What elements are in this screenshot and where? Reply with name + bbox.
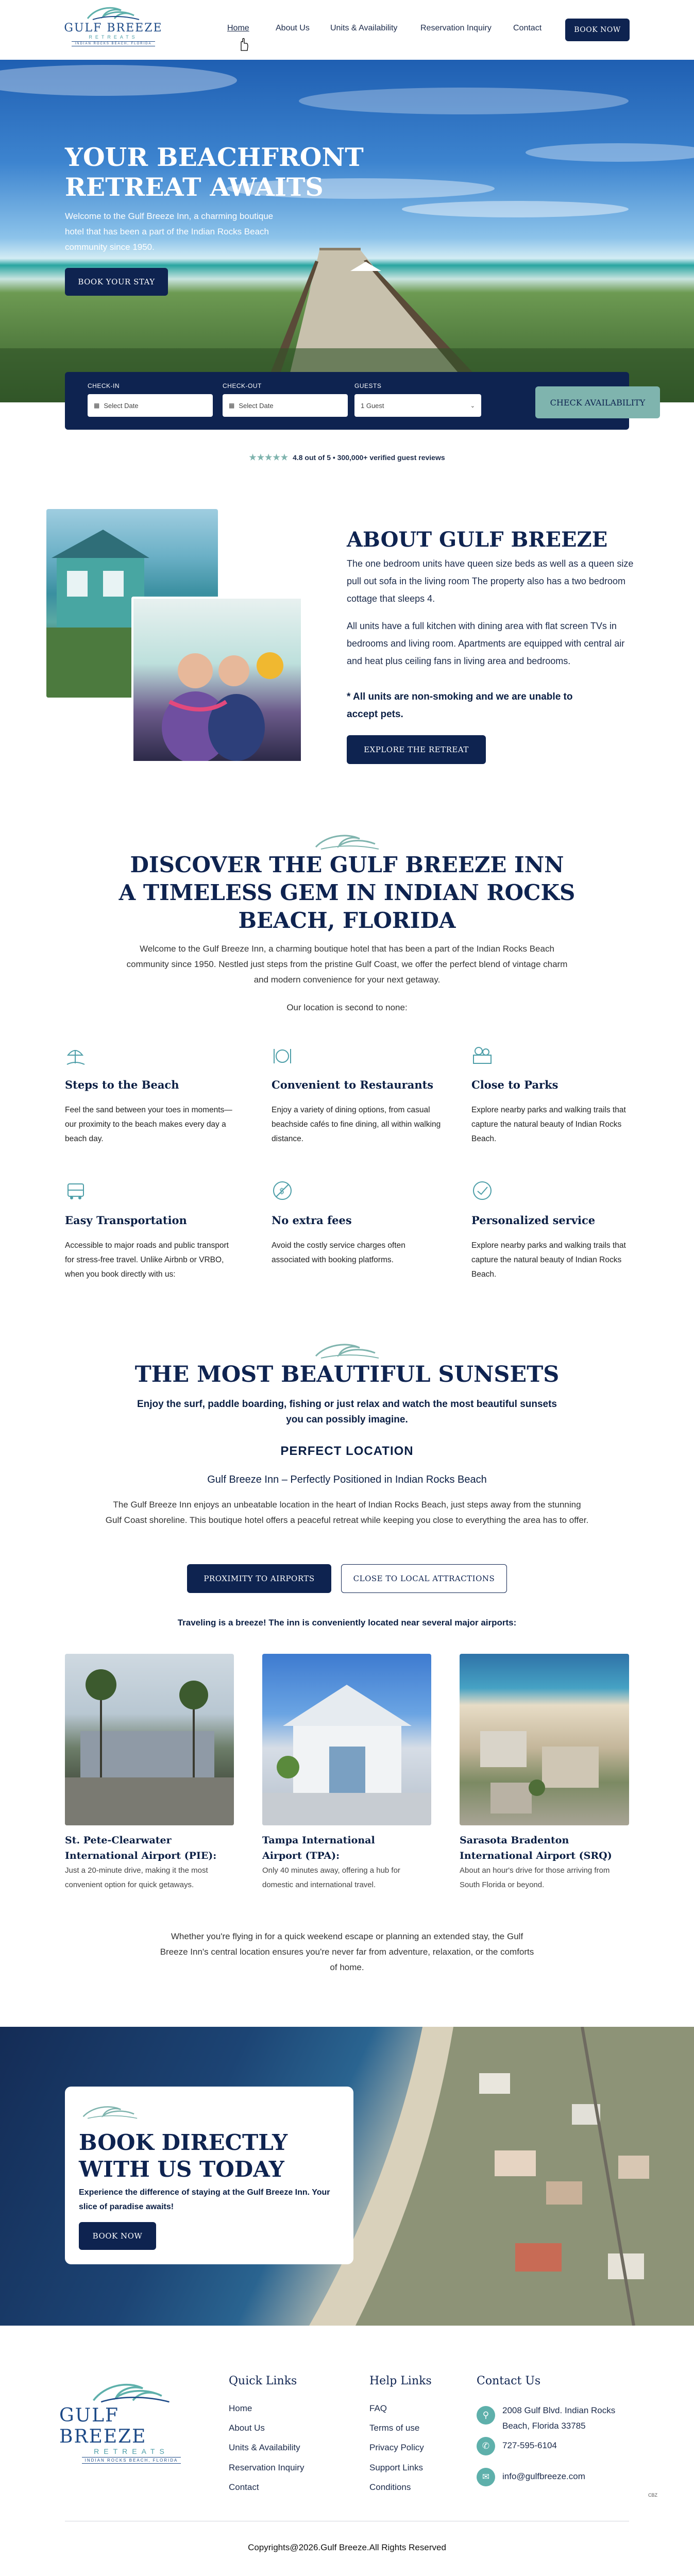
traveling-text: Traveling is a breeze! The inn is conveniently located near several major airports: bbox=[177, 1618, 517, 1628]
location-subheading: Gulf Breeze Inn – Perfectly Positioned in Indian Rocks Beach bbox=[207, 1474, 487, 1485]
nav-units[interactable]: Units & Availability bbox=[330, 24, 398, 32]
footer-link-about[interactable]: About Us bbox=[229, 2423, 265, 2433]
wave-logo-icon bbox=[82, 4, 144, 22]
footer-logo[interactable] bbox=[59, 2379, 204, 2464]
checkout-label: CHECK-OUT bbox=[223, 382, 262, 389]
restaurant-icon bbox=[272, 1045, 293, 1066]
hero-text: Welcome to the Gulf Breeze Inn, a charming boutique hotel that has been a part of the Indian Rocks Beach community since 1950. bbox=[65, 211, 274, 252]
pie-airport-title: St. Pete-Clearwater International Airport (PIE): bbox=[65, 1835, 217, 1861]
feature-text-transport: Accessible to major roads and public transport for stress-free travel. Unlike Airbnb or VRBO, when you book directly with us: bbox=[65, 1241, 229, 1279]
nav-contact[interactable]: Contact bbox=[513, 24, 542, 32]
pie-airport-photo bbox=[65, 1654, 234, 1825]
location-pin-icon: ⚲ bbox=[477, 2406, 495, 2425]
discover-second: Our location is second to none: bbox=[286, 1003, 408, 1012]
discover-title bbox=[0, 851, 694, 935]
brand-location: INDIAN ROCKS BEACH, FLORIDA bbox=[72, 41, 155, 46]
location-heading: PERFECT LOCATION bbox=[280, 1444, 414, 1458]
brand-name: GULF BREEZE bbox=[64, 22, 163, 35]
checkout-field[interactable] bbox=[223, 394, 348, 417]
cta-card bbox=[65, 2087, 353, 2264]
checkin-field[interactable] bbox=[88, 394, 213, 417]
copyright: Copyrights@2026.Gulf Breeze.All Rights Reserved bbox=[248, 2543, 446, 2552]
wave-logo-icon bbox=[79, 2102, 141, 2121]
srq-airport-text: About an hour's drive for those arriving from South Florida or beyond. bbox=[460, 1866, 610, 1889]
pie-airport-illustration bbox=[65, 1654, 234, 1825]
checkout-placeholder: Select Date bbox=[239, 401, 274, 410]
discover-title-line-3: BEACH, FLORIDA bbox=[238, 908, 456, 933]
quick-links-title: Quick Links bbox=[229, 2375, 297, 2387]
discover-title-line-1: DISCOVER THE GULF BREEZE INN bbox=[130, 852, 564, 877]
guests-photo bbox=[131, 597, 303, 763]
feature-text-no-fees: Avoid the costly service charges often associated with booking platforms. bbox=[272, 1241, 405, 1264]
cta-title: BOOK DIRECTLY WITH US TODAY bbox=[79, 2130, 288, 2182]
phone-icon: ✆ bbox=[477, 2437, 495, 2455]
cursor-icon bbox=[238, 37, 249, 52]
footer-link-support[interactable]: Support Links bbox=[369, 2463, 423, 2472]
nav-reservation[interactable]: Reservation Inquiry bbox=[420, 24, 492, 32]
book-now-button[interactable]: BOOK NOW bbox=[565, 19, 630, 41]
footer-link-home[interactable]: Home bbox=[229, 2403, 252, 2413]
footer-link-reservation[interactable]: Reservation Inquiry bbox=[229, 2463, 304, 2472]
email-icon: ✉ bbox=[477, 2468, 495, 2486]
srq-airport-illustration bbox=[460, 1654, 629, 1825]
footer-link-units[interactable]: Units & Availability bbox=[229, 2443, 300, 2452]
discover-title-line-2: A TIMELESS GEM IN INDIAN ROCKS bbox=[119, 880, 575, 905]
pie-airport-text: Just a 20-minute drive, making it the most convenient option for quick getaways. bbox=[65, 1866, 208, 1889]
guests-label: GUESTS bbox=[354, 382, 382, 389]
checkin-label: CHECK-IN bbox=[88, 382, 120, 389]
check-availability-button[interactable]: CHECK AVAILABILITY bbox=[535, 386, 660, 418]
help-links-title: Help Links bbox=[369, 2375, 432, 2387]
contact-title: Contact Us bbox=[477, 2375, 541, 2387]
wave-decoration-icon bbox=[311, 831, 383, 851]
hero-title: YOUR BEACHFRONT RETREAT AWAITS bbox=[65, 142, 364, 202]
service-icon bbox=[471, 1180, 493, 1201]
feature-title-parks: Close to Parks bbox=[471, 1078, 558, 1091]
footer-link-privacy[interactable]: Privacy Policy bbox=[369, 2443, 424, 2452]
about-paragraph-1: The one bedroom units have queen size beds as well as a queen size pull out sofa in the living room The property also has a two bedroom cottage that sleeps 4. bbox=[347, 558, 634, 604]
booking-bar bbox=[65, 372, 646, 430]
tpa-airport-text: Only 40 minutes away, offering a hub for domestic and international travel. bbox=[262, 1866, 400, 1889]
feature-text-parks: Explore nearby parks and walking trails that capture the natural beauty of Indian Rocks Beach. bbox=[471, 1106, 626, 1143]
rating-stars-icon: ★★★★★ bbox=[249, 453, 289, 462]
wave-logo-icon bbox=[82, 2379, 180, 2405]
rating-strip bbox=[0, 452, 694, 463]
about-note: * All units are non-smoking and we are unable to accept pets. bbox=[347, 691, 573, 720]
brand-sub: RETREATS bbox=[89, 35, 138, 40]
calendar-icon: ▦ bbox=[94, 402, 100, 409]
srq-airport-photo bbox=[460, 1654, 629, 1825]
location-text-body: The Gulf Breeze Inn enjoys an unbeatable location in the heart of Indian Rocks Beach, just steps away from the stunning Gulf Coast shoreline. This boutique hotel offers a peaceful retreat while keeping you close to everything the area has to offer. bbox=[105, 1500, 589, 1525]
chevron-down-icon: ⌄ bbox=[470, 402, 475, 409]
feature-text-restaurants: Enjoy a variety of dining options, from casual beachside cafés to fine dining, all within walking distance. bbox=[272, 1106, 441, 1143]
tpa-airport-illustration bbox=[262, 1654, 431, 1825]
tpa-airport-photo bbox=[262, 1654, 431, 1825]
nav-home[interactable]: Home bbox=[227, 24, 249, 32]
guests-value: 1 Guest bbox=[361, 401, 384, 410]
park-icon bbox=[471, 1045, 493, 1066]
svg-text:$: $ bbox=[279, 1186, 285, 1196]
guests-select[interactable] bbox=[354, 394, 481, 417]
badge: CBZ bbox=[648, 2493, 657, 2498]
footer-link-conditions[interactable]: Conditions bbox=[369, 2482, 411, 2492]
about-paragraph-2: All units have a full kitchen with dining area with flat screen TVs in bedrooms and living room. Apartments are equipped with central air and heat plus ceiling fans in living area and bedrooms. bbox=[347, 621, 625, 666]
footer-phone[interactable]: 727-595-6104 bbox=[502, 2441, 557, 2450]
nav-about[interactable]: About Us bbox=[276, 24, 310, 32]
bus-icon bbox=[65, 1180, 87, 1201]
tpa-airport-title: Tampa International Airport (TPA): bbox=[262, 1835, 375, 1861]
location-text bbox=[0, 1497, 694, 1528]
footer-link-terms[interactable]: Terms of use bbox=[369, 2423, 420, 2433]
feature-title-restaurants: Convenient to Restaurants bbox=[272, 1078, 434, 1091]
site-header bbox=[0, 0, 694, 60]
guests-illustration bbox=[133, 599, 301, 761]
local-attractions-button[interactable]: CLOSE TO LOCAL ATTRACTIONS bbox=[341, 1564, 507, 1593]
beach-umbrella-icon bbox=[65, 1045, 87, 1066]
footer-address: 2008 Gulf Blvd. Indian Rocks Beach, Florida 33785 bbox=[502, 2405, 616, 2431]
no-fee-icon bbox=[272, 1180, 293, 1201]
cta-book-now-button[interactable]: BOOK NOW bbox=[79, 2222, 156, 2250]
srq-airport-title: Sarasota Bradenton International Airport (SRQ) bbox=[460, 1835, 612, 1861]
closing-text bbox=[0, 1929, 694, 1975]
discover-intro-text: Welcome to the Gulf Breeze Inn, a charming boutique hotel that has been a part of the Indian Rocks Beach community since 1950. Nestled just steps from the pristine Gulf Coast, we offer the perfect blend of vintage charm and modern convenience for your next getaway. bbox=[126, 944, 568, 985]
footer-link-contact[interactable]: Contact bbox=[229, 2482, 259, 2492]
calendar-icon: ▦ bbox=[229, 402, 235, 409]
discover-intro bbox=[0, 941, 694, 988]
wave-decoration-icon bbox=[311, 1340, 383, 1360]
closing-text-body: Whether you're flying in for a quick weekend escape or planning an extended stay, the Gulf Breeze Inn's central location ensures you're never far from adventure, relaxation, or the comforts of home. bbox=[160, 1931, 534, 1972]
feature-text-beach: Feel the sand between your toes in moments—our proximity to the beach makes every day a beach day. bbox=[65, 1106, 232, 1143]
rating-text: 4.8 out of 5 • 300,000+ verified guest reviews bbox=[293, 453, 445, 462]
about-title: ABOUT GULF BREEZE bbox=[347, 528, 608, 552]
footer-brand-location: INDIAN ROCKS BEACH, FLORIDA bbox=[82, 2457, 181, 2464]
checkin-placeholder: Select Date bbox=[104, 401, 139, 410]
explore-retreat-button[interactable]: EXPLORE THE RETREAT bbox=[347, 735, 486, 764]
footer-link-faq[interactable]: FAQ bbox=[369, 2403, 387, 2413]
feature-title-service: Personalized service bbox=[471, 1214, 596, 1227]
feature-title-transport: Easy Transportation bbox=[65, 1214, 187, 1227]
proximity-airports-button[interactable]: PROXIMITY TO AIRPORTS bbox=[187, 1564, 331, 1593]
header-logo[interactable] bbox=[62, 4, 165, 46]
cta-text: Experience the difference of staying at the Gulf Breeze Inn. Your slice of paradise awaits! bbox=[79, 2188, 330, 2211]
sunsets-subtitle-text: Enjoy the surf, paddle boarding, fishing or just relax and watch the most beautiful sunsets you can possibly imagine. bbox=[137, 1399, 557, 1425]
footer-brand-sub: RETREATS bbox=[94, 2447, 169, 2455]
sunsets-subtitle bbox=[0, 1397, 694, 1428]
feature-text-service: Explore nearby parks and walking trails that capture the natural beauty of Indian Rocks Beach. bbox=[471, 1241, 626, 1279]
book-your-stay-button[interactable]: BOOK YOUR STAY bbox=[65, 268, 168, 296]
sunsets-title: THE MOST BEAUTIFUL SUNSETS bbox=[134, 1362, 560, 1387]
footer-brand-name: GULF BREEZE bbox=[59, 2405, 147, 2447]
feature-title-no-fees: No extra fees bbox=[272, 1214, 352, 1227]
footer-email[interactable]: info@gulfbreeze.com bbox=[502, 2471, 585, 2481]
feature-title-beach: Steps to the Beach bbox=[65, 1078, 179, 1091]
hero-section bbox=[0, 60, 694, 402]
